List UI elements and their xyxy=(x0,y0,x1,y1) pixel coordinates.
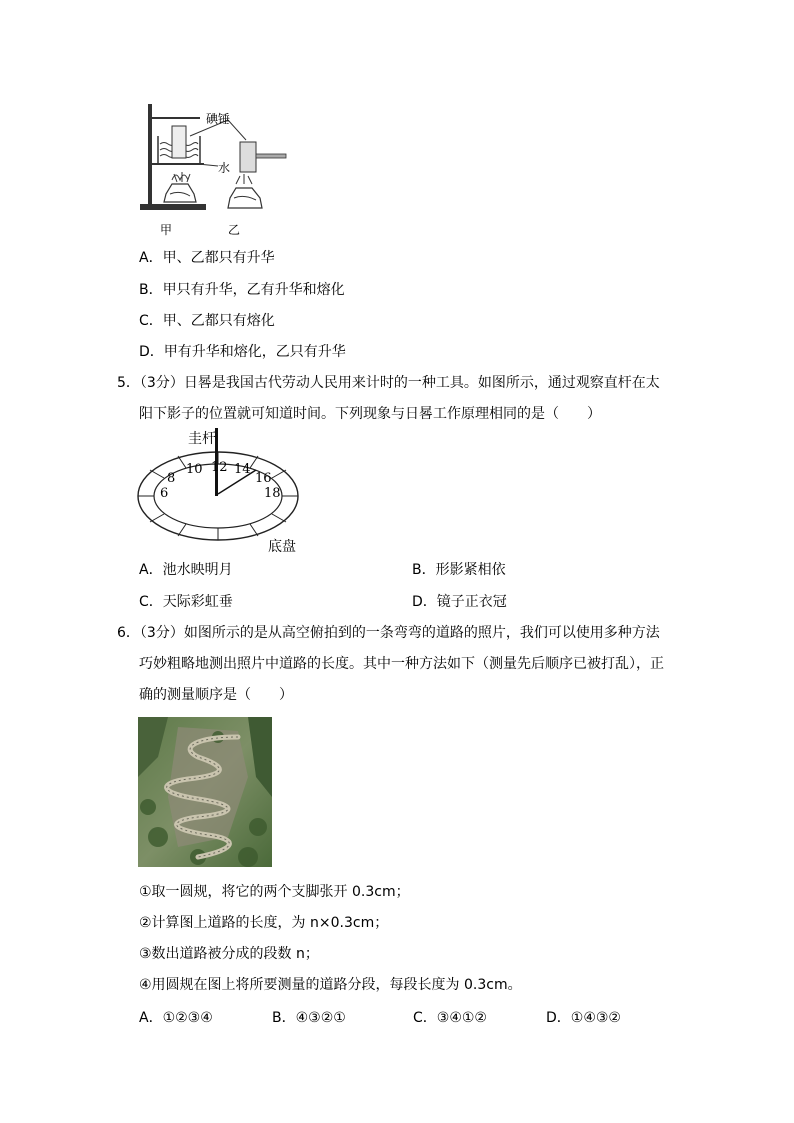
q4-option-a: A．甲、乙都只有升华 xyxy=(139,250,275,266)
q5-stem-line1: 5．（3分）日晷是我国古代劳动人民用来计时的一种工具。如图所示，通过观察直杆在太 xyxy=(117,375,660,391)
q4-label-yi: 乙 xyxy=(228,223,241,237)
q4-label-iodine: 碘锤 xyxy=(206,112,231,126)
q6-road-photo xyxy=(138,717,272,867)
q6-step-1: ①取一圆规，将它的两个支脚张开 0.3cm； xyxy=(139,884,410,900)
q6-option-a: A．①②③④ xyxy=(139,1010,213,1026)
q6-option-d: D．①④③② xyxy=(546,1010,621,1026)
q5-hour-8: 8 xyxy=(167,471,176,486)
q5-hour-18: 18 xyxy=(264,486,281,501)
q5-label-base: 底盘 xyxy=(268,539,296,555)
q5-option-a: A．池水映明月 xyxy=(139,562,233,578)
q6-option-c: C．③④①② xyxy=(413,1010,487,1026)
q5-option-c: C．天际彩虹垂 xyxy=(139,594,233,610)
q6-step-2: ②计算图上道路的长度，为 n×0.3cm； xyxy=(139,915,389,931)
q5-option-b: B．形影紧相依 xyxy=(412,562,506,578)
q5-stem-line2: 阳下影子的位置就可知道时间。下列现象与日晷工作原理相同的是（ ） xyxy=(139,406,601,422)
q5-hour-16: 16 xyxy=(255,471,272,486)
q5-hour-12: 12 xyxy=(211,460,228,475)
q6-stem-line2: 巧妙粗略地测出照片中道路的长度。其中一种方法如下（测量先后顺序已被打乱），正 xyxy=(139,656,664,672)
q6-stem-line3: 确的测量顺序是（ ） xyxy=(139,687,293,703)
q4-label-jia: 甲 xyxy=(160,223,173,237)
q6-step-4: ④用圆规在图上将所要测量的道路分段，每段长度为 0.3cm。 xyxy=(139,977,522,993)
q5-hour-6: 6 xyxy=(160,486,169,501)
q6-option-b: B．④③②① xyxy=(272,1010,346,1026)
q4-label-water: 水 xyxy=(218,161,231,175)
q4-option-c: C．甲、乙都只有熔化 xyxy=(139,313,275,329)
q4-option-b: B．甲只有升华，乙有升华和熔化 xyxy=(139,282,345,298)
q4-option-d: D．甲有升华和熔化，乙只有升华 xyxy=(139,344,346,360)
q5-label-gnomon: 圭杆 xyxy=(188,431,216,447)
q6-stem-line1: 6．（3分）如图所示的是从高空俯拍到的一条弯弯的道路的照片，我们可以使用多种方法 xyxy=(117,625,660,641)
q6-step-3: ③数出道路被分成的段数 n； xyxy=(139,946,319,962)
q5-hour-14: 14 xyxy=(234,462,251,477)
q5-hour-10: 10 xyxy=(186,462,203,477)
q5-option-d: D．镜子正衣冠 xyxy=(412,594,507,610)
